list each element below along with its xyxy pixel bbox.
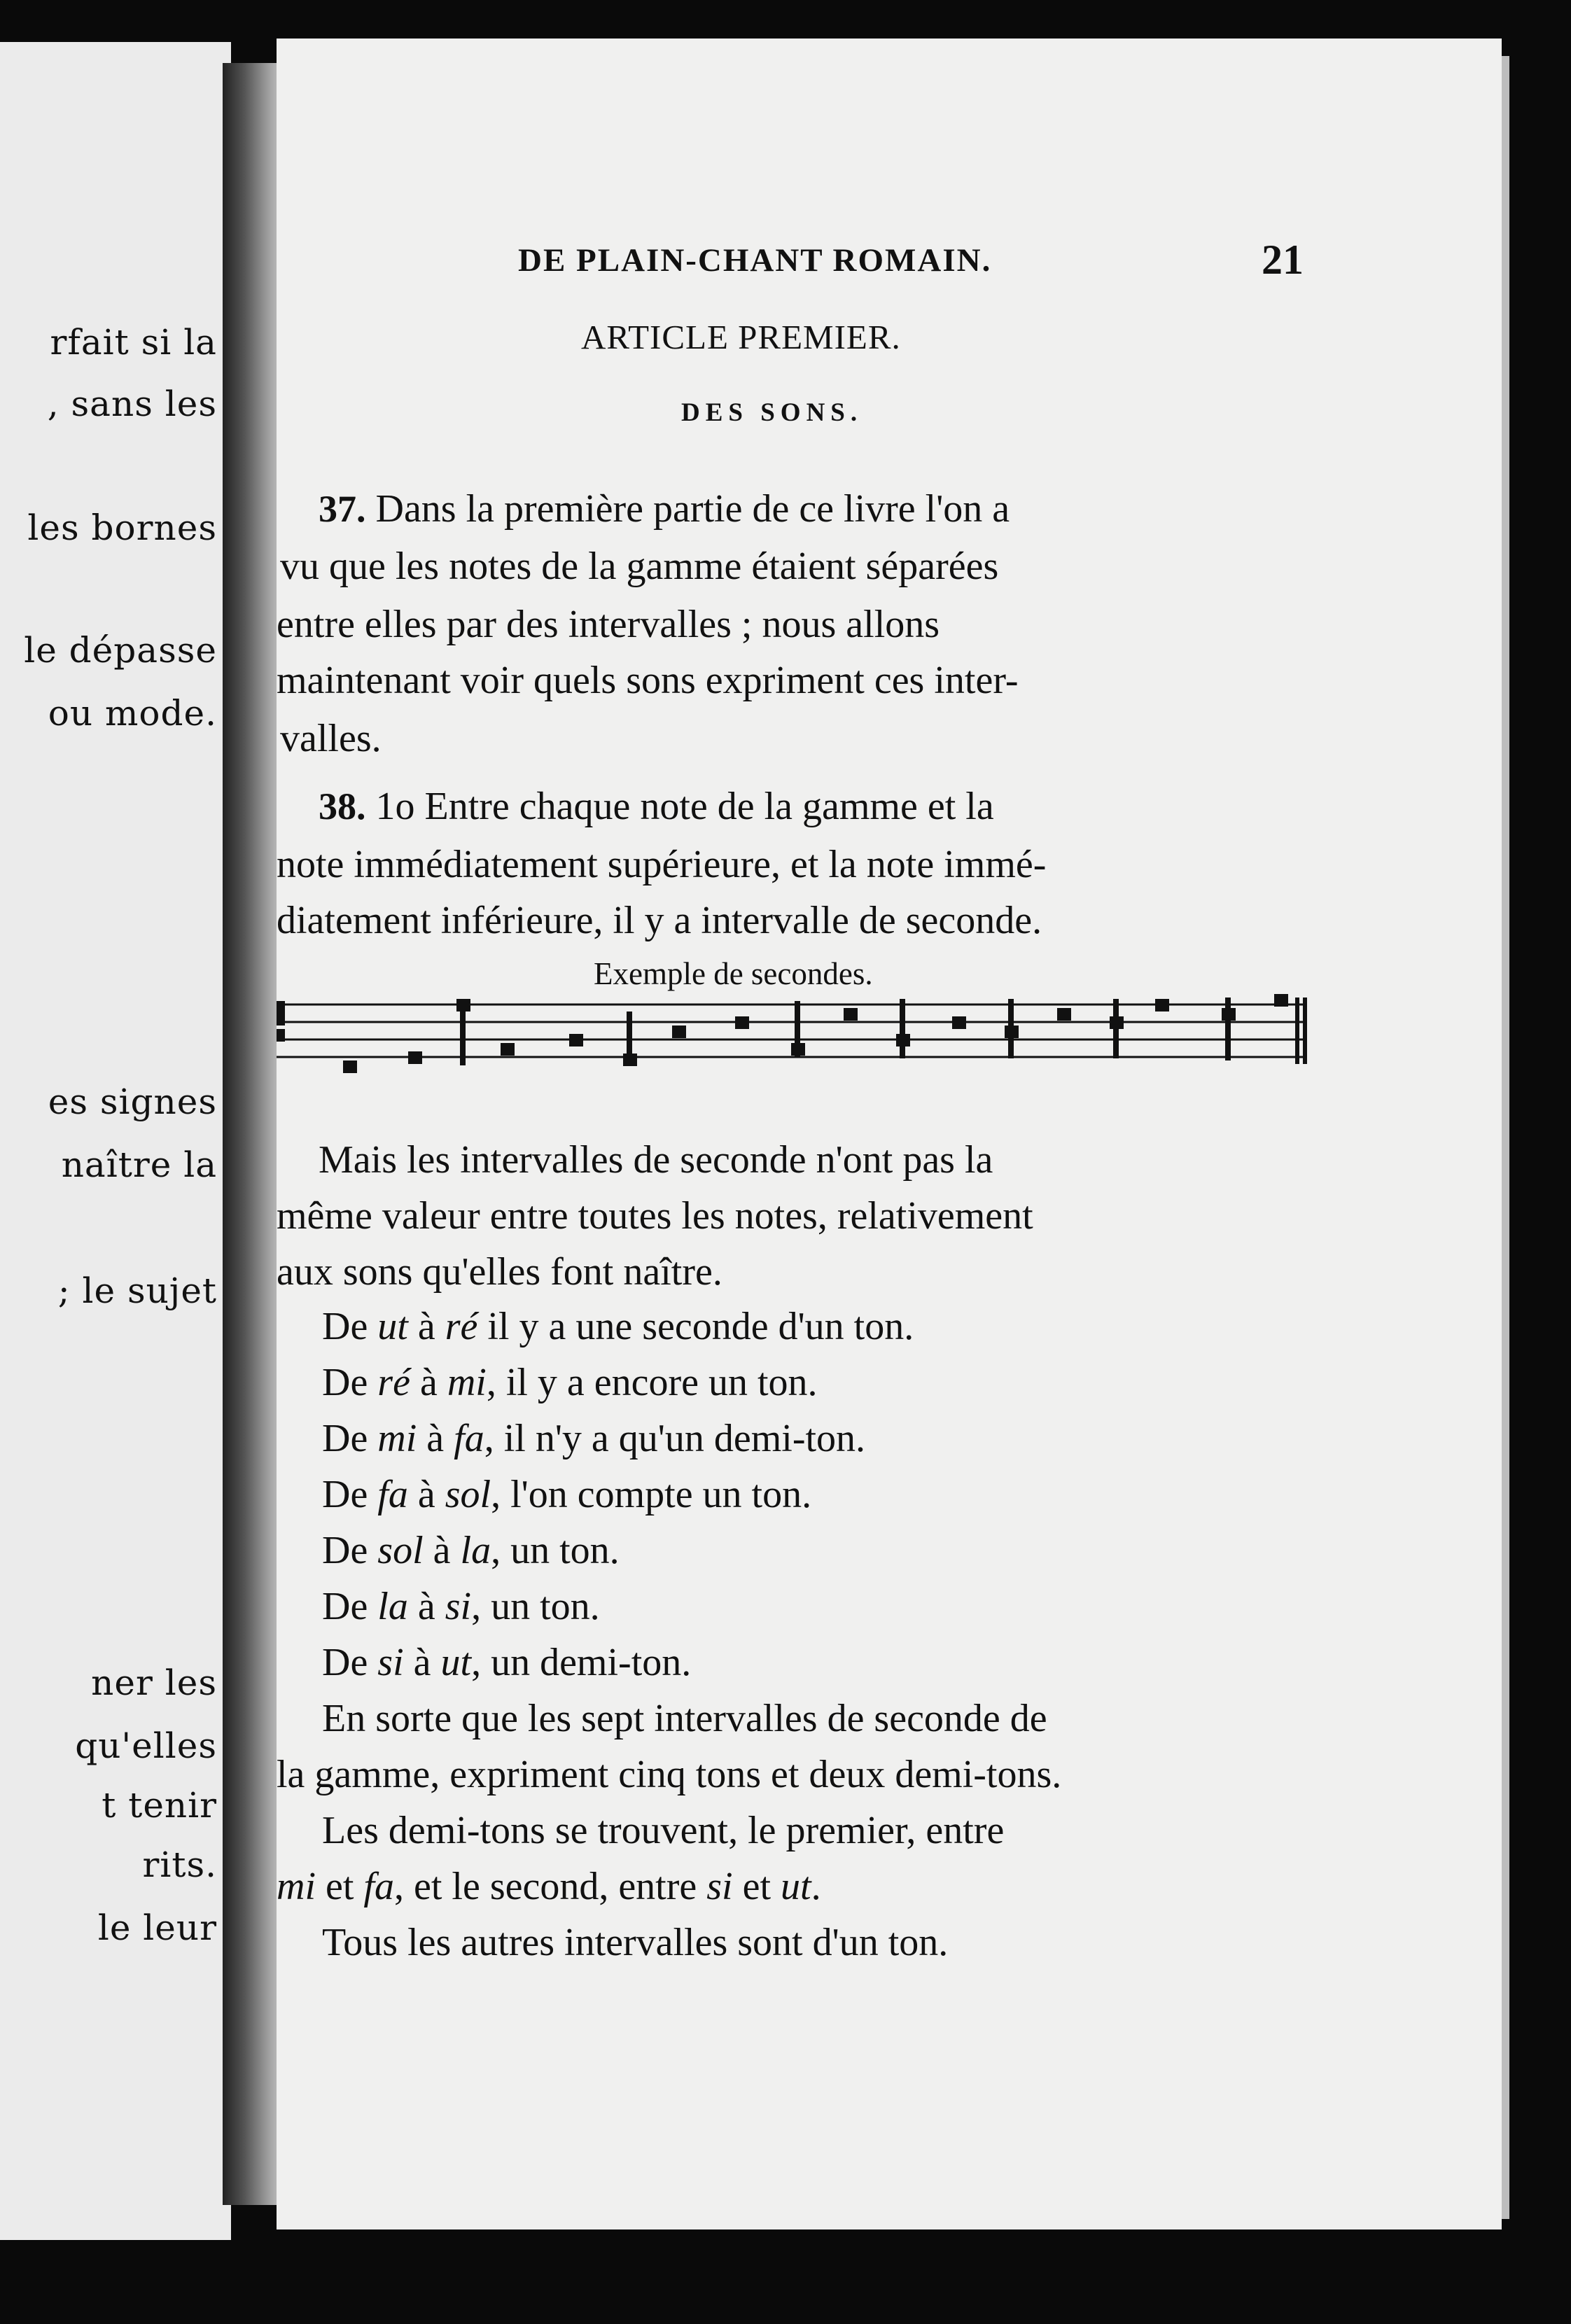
interval-line: De fa à sol, l'on compte un ton. [322, 1473, 812, 1516]
para-38-line-2: note immédiatement supérieure, et la note immé- [277, 843, 1047, 886]
left-line-11: t tenir [102, 1785, 217, 1826]
note [1005, 1026, 1019, 1038]
left-line-13: le leur [97, 1907, 217, 1948]
interval-line: De mi à fa, il n'y a qu'un demi-ton. [322, 1417, 866, 1460]
left-line-4: le dépasse [24, 630, 217, 671]
running-head: DE PLAIN-CHANT ROMAIN. [518, 242, 992, 279]
note [1274, 994, 1288, 1007]
para-37-text: Dans la première partie de ce livre l'on a [375, 487, 1010, 531]
conclusion-line-3: Les demi-tons se trouvent, le premier, entre [322, 1809, 1005, 1852]
interval-line: De ré à mi, il y a encore un ton. [322, 1361, 818, 1404]
note [343, 1060, 357, 1073]
para-37-line-1 [319, 486, 1358, 531]
para-37-line-2: vu que les notes de la gamme étaient séparées [280, 545, 999, 588]
section-title: DES SONS. [681, 398, 863, 427]
left-line-2: , sans les [47, 384, 217, 424]
plainchant-staff-example [277, 990, 1313, 1074]
paragraph-number: 37. [319, 488, 366, 530]
book-page [277, 38, 1502, 2230]
left-line-9: ner les [91, 1662, 217, 1703]
para-38-line-1 [319, 784, 994, 829]
note [735, 1016, 749, 1029]
left-line-8: ; le sujet [57, 1270, 217, 1311]
interval-line: De si à ut, un demi-ton. [322, 1641, 692, 1684]
para-37-line-3: entre elles par des intervalles ; nous allons [277, 603, 940, 646]
note [1110, 1016, 1124, 1029]
left-line-10: qu'elles [75, 1726, 217, 1766]
para-37-line-4: maintenant voir quels sons expriment ces inter- [277, 659, 1019, 702]
final-bar [1295, 997, 1307, 1064]
note [844, 1008, 858, 1021]
square-notes [343, 994, 1288, 1073]
conclusion-line-1: En sorte que les sept intervalles de seconde de [322, 1697, 1047, 1740]
left-line-1: rfait si la [50, 322, 217, 363]
article-title: ARTICLE PREMIER. [581, 318, 901, 356]
conclusion-line-4: mi et fa, et le second, entre si et ut. [277, 1865, 821, 1908]
note [623, 1054, 637, 1066]
clef-mark [277, 1029, 285, 1042]
note-stem [1225, 997, 1231, 1060]
clef-mark [277, 1001, 285, 1026]
note [456, 999, 470, 1011]
mais-line-1: Mais les intervalles de seconde n'ont pas la [319, 1138, 993, 1182]
para-37-line-5: valles. [280, 717, 382, 760]
note [791, 1043, 805, 1056]
left-line-5: ou mode. [48, 693, 217, 734]
note [1222, 1008, 1236, 1021]
mais-line-3: aux sons qu'elles font naître. [277, 1250, 722, 1294]
page-number: 21 [1262, 237, 1304, 283]
example-caption: Exemple de secondes. [594, 956, 873, 991]
para-38-line-3: diatement inférieure, il y a intervalle de seconde. [277, 899, 1042, 942]
left-line-12: rits. [142, 1844, 217, 1885]
left-line-3: les bornes [27, 507, 217, 548]
interval-line: De la à si, un ton. [322, 1585, 600, 1628]
conclusion-line-5: Tous les autres intervalles sont d'un ton. [322, 1921, 949, 1964]
left-line-6: es signes [48, 1082, 217, 1122]
mais-line-2: même valeur entre toutes les notes, relativement [277, 1194, 1033, 1238]
interval-line: De sol à la, un ton. [322, 1529, 620, 1572]
para-38-lead: 1o Entre chaque note de la gamme et la [375, 785, 994, 828]
note [1057, 1008, 1071, 1021]
note [569, 1034, 583, 1046]
left-line-7: naître la [61, 1144, 217, 1185]
conclusion-line-2: la gamme, expriment cinq tons et deux demi-tons. [277, 1753, 1062, 1796]
note-stem [900, 999, 905, 1058]
note [896, 1034, 910, 1046]
note [1155, 999, 1169, 1011]
note [501, 1043, 515, 1056]
note [952, 1016, 966, 1029]
note [408, 1051, 422, 1064]
note [672, 1026, 686, 1038]
interval-line: De ut à ré il y a une seconde d'un ton. [322, 1305, 914, 1348]
paragraph-number: 38. [319, 785, 366, 827]
previous-page-fragment [0, 42, 231, 2240]
